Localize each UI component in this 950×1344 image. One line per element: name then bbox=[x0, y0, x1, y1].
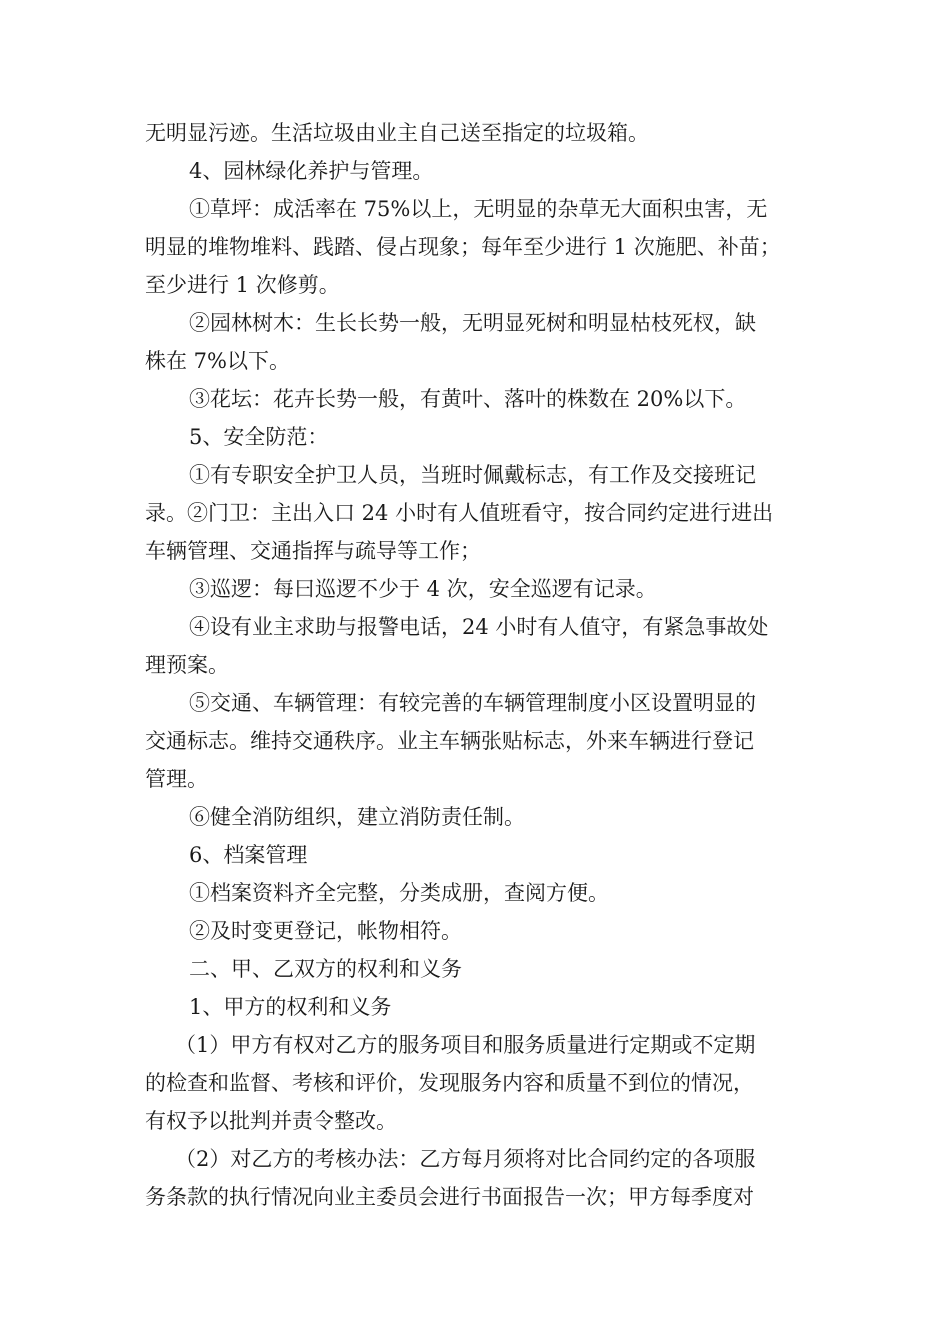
section-heading-archives: 6、档案管理 bbox=[189, 843, 308, 867]
paragraph-line: 车辆管理、交通指挥与疏导等工作； bbox=[145, 539, 481, 563]
paragraph-line: （1）甲方有权对乙方的服务项目和服务质量进行定期或不定期 bbox=[175, 1033, 756, 1057]
paragraph-line: 录。②门卫：主出入口 24 小时有人值班看守，按合同约定进行进出 bbox=[145, 501, 774, 525]
paragraph-line: 务条款的执行情况向业主委员会进行书面报告一次；甲方每季度对 bbox=[145, 1185, 754, 1209]
paragraph-line: ⑤交通、车辆管理：有较完善的车辆管理制度小区设置明显的 bbox=[189, 691, 756, 715]
section-heading-security: 5、安全防范： bbox=[189, 425, 329, 449]
paragraph-line: ③巡逻：每曰巡逻不少于 4 次，安全巡逻有记录。 bbox=[189, 577, 657, 601]
paragraph-line: ①草坪：成活率在 75%以上，无明显的杂草无大面积虫害，无 bbox=[189, 197, 768, 221]
paragraph-line: 理预案。 bbox=[145, 653, 229, 677]
paragraph-line: 管理。 bbox=[145, 767, 208, 791]
paragraph-line: 无明显污迹。生活垃圾由业主自己送至指定的垃圾箱。 bbox=[145, 121, 649, 145]
paragraph-line: 的检查和监督、考核和评价，发现服务内容和质量不到位的情况， bbox=[145, 1071, 754, 1095]
document-body bbox=[145, 114, 815, 1216]
section-heading-landscaping: 4、园林绿化养护与管理。 bbox=[189, 159, 434, 183]
paragraph-line: ③花坛：花卉长势一般，有黄叶、落叶的株数在 20%以下。 bbox=[189, 387, 747, 411]
paragraph-line: ②园林树木：生长长势一般，无明显死树和明显枯枝死杈，缺 bbox=[189, 311, 756, 335]
section-heading-party-a: 1、甲方的权利和义务 bbox=[189, 995, 392, 1019]
paragraph-line: ②及时变更登记，帐物相符。 bbox=[189, 919, 462, 943]
paragraph-line: ④设有业主求助与报警电话，24 小时有人值守，有紧急事故处 bbox=[189, 615, 769, 639]
paragraph-line: 株在 7%以下。 bbox=[145, 349, 290, 373]
paragraph-line: ⑥健全消防组织，建立消防责任制。 bbox=[189, 805, 525, 829]
paragraph-line: 明显的堆物堆料、践踏、侵占现象；每年至少进行 1 次施肥、补苗； bbox=[145, 235, 781, 259]
paragraph-line: 交通标志。维持交通秩序。业主车辆张贴标志，外来车辆进行登记 bbox=[145, 729, 754, 753]
paragraph-line: ①有专职安全护卫人员，当班时佩戴标志，有工作及交接班记 bbox=[189, 463, 756, 487]
paragraph-line: 至少进行 1 次修剪。 bbox=[145, 273, 340, 297]
section-heading-rights: 二、甲、乙双方的权利和义务 bbox=[189, 957, 462, 981]
paragraph-line: 有权予以批判并责令整改。 bbox=[145, 1109, 397, 1133]
paragraph-line: （2）对乙方的考核办法：乙方每月须将对比合同约定的各项服 bbox=[175, 1147, 756, 1171]
paragraph-line: ①档案资料齐全完整，分类成册，查阅方便。 bbox=[189, 881, 609, 905]
